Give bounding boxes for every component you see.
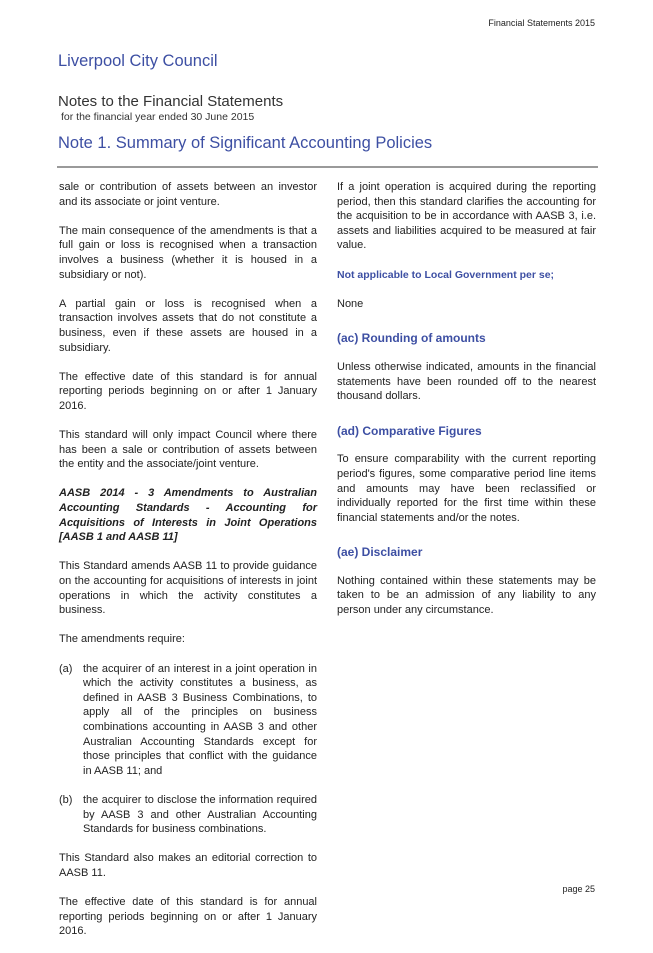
- paragraph: If a joint operation is acquired during the reporting period, then this standard clarifies the accounting for the acquisition to be in accordance with AASB 3, i.e. assets and liabilities acquired to be measured at fair value.: [337, 181, 596, 252]
- note-title: Note 1. Summary of Significant Accounting Policies: [58, 134, 433, 152]
- paragraph: This standard will only impact Council where there has been a sale or contribution of assets between the entity and the associate/joint venture.: [59, 429, 317, 471]
- list-item-text: the acquirer to disclose the information required by AASB 3 and other Australian Accounting Standards for business combinations.: [83, 793, 317, 836]
- paragraph: The amendments require:: [59, 633, 185, 646]
- section-heading-rounding: (ac) Rounding of amounts: [337, 331, 486, 346]
- organisation-name: Liverpool City Council: [58, 52, 218, 70]
- left-column: [59, 180, 317, 953]
- header-divider: [57, 166, 598, 168]
- paragraph: To ensure comparability with the current reporting period's figures, some comparative period line items and amounts may have been reclassified or individually reported for the first time within these financial statements and/or the notes.: [337, 453, 596, 524]
- paragraph: The effective date of this standard is for annual reporting periods beginning on or after 1 January 2016.: [59, 896, 317, 938]
- section-heading-disclaimer: (ae) Disclaimer: [337, 545, 423, 560]
- list-item: [59, 793, 317, 837]
- paragraph: The effective date of this standard is for annual reporting periods beginning on or after 1 January 2016.: [59, 370, 317, 412]
- paragraph: None: [337, 297, 364, 310]
- paragraph: A partial gain or loss is recognised when a transaction involves assets that do not constitute a business, even if these assets are housed in a subsidiary.: [59, 297, 317, 354]
- right-column: [337, 180, 596, 632]
- section-heading-comparative: (ad) Comparative Figures: [337, 423, 482, 438]
- standard-heading: AASB 2014 - 3 Amendments to Australian Accounting Standards - Accounting for Acquisitions of Interests in Joint Operations [AASB 1 and AASB 11]: [59, 487, 317, 544]
- requirements-list: [59, 662, 317, 837]
- paragraph: Nothing contained within these statements may be taken to be an admission of any liability to any person under any circumstance.: [337, 574, 596, 617]
- document-title: Financial Statements 2015: [488, 18, 595, 28]
- not-applicable-heading: Not applicable to Local Government per se;: [337, 268, 555, 281]
- paragraph: This Standard also makes an editorial correction to AASB 11.: [59, 852, 317, 879]
- list-item: [59, 662, 317, 779]
- paragraph: The main consequence of the amendments is that a full gain or loss is recognised when a transaction involves a business (whether it is housed in a subsidiary or not).: [59, 224, 317, 281]
- list-item-label: (a): [59, 662, 73, 675]
- paragraph: sale or contribution of assets between an investor and its associate or joint venture.: [59, 181, 317, 208]
- paragraph: Unless otherwise indicated, amounts in the financial statements have been rounded off to the nearest thousand dollars.: [337, 360, 596, 403]
- notes-subtitle: for the financial year ended 30 June 2015: [61, 111, 255, 123]
- list-item-text: the acquirer of an interest in a joint operation in which the activity constitutes a business, as defined in AASB 3 Business Combinations, to apply all of the principles on business combinations accounting in AASB 3 and other Australian Accounting Standards except for those principles that conflict with the guidance in AASB 11; and: [83, 662, 317, 777]
- notes-title: Notes to the Financial Statements: [58, 93, 284, 110]
- paragraph: This Standard amends AASB 11 to provide guidance on the accounting for acquisitions of interests in joint operations in which the activity constitutes a business.: [59, 560, 317, 617]
- list-item-label: (b): [59, 793, 73, 806]
- page-number: page 25: [562, 884, 595, 894]
